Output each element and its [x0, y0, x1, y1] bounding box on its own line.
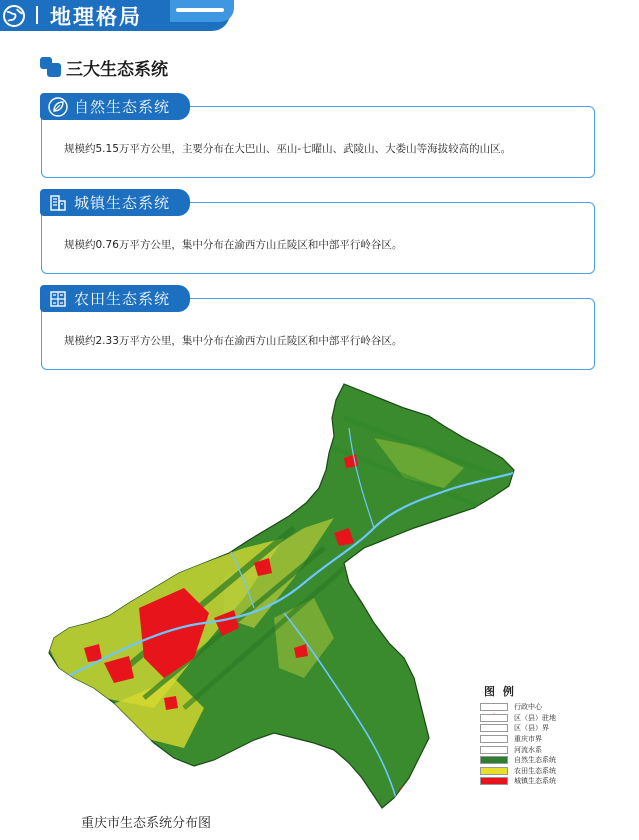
- header-stripe: [176, 8, 224, 12]
- legend-label: 重庆市界: [514, 735, 542, 744]
- legend-label: 农田生态系统: [514, 766, 556, 775]
- page-title: 地理格局: [50, 5, 142, 29]
- globe-icon: [2, 4, 26, 28]
- section-title: [40, 56, 168, 78]
- tab-farmland-label: 农田生态系统: [74, 290, 171, 308]
- card-farmland-text: 规模约2.33万平方公里，集中分布在渝西方山丘陵区和中部平行岭谷区。: [64, 335, 403, 347]
- map-legend: [480, 683, 570, 787]
- legend-label: 区（县）界: [514, 724, 549, 733]
- legend-item: [480, 713, 570, 724]
- tab-urban-label: 城镇生态系统: [74, 194, 171, 212]
- legend-item: [480, 766, 570, 777]
- legend-item: [480, 734, 570, 745]
- river-icon: [480, 746, 508, 754]
- legend-item: [480, 755, 570, 766]
- map-caption: 重庆市生态系统分布图: [81, 816, 212, 831]
- building-icon: [48, 193, 68, 213]
- legend-item: [480, 702, 570, 713]
- section-title-text: 三大生态系统: [66, 59, 168, 80]
- county-border-icon: [480, 724, 508, 732]
- card-urban-text: 规模约0.76万平方公里，集中分布在渝西方山丘陵区和中部平行岭谷区。: [64, 239, 403, 251]
- natural-swatch: [480, 756, 508, 764]
- header-separator: [36, 6, 38, 24]
- legend-label: 区（县）驻地: [514, 713, 556, 722]
- legend-label: 城镇生态系统: [514, 777, 556, 786]
- legend-item: [480, 723, 570, 734]
- legend-label: 行政中心: [514, 703, 542, 712]
- urban-swatch: [480, 777, 508, 785]
- city-border-icon: [480, 735, 508, 743]
- tab-natural: [40, 93, 190, 120]
- farmland-swatch: [480, 767, 508, 775]
- card-natural-text: 规模约5.15万平方公里，主要分布在大巴山、巫山-七曜山、武陵山、大娄山等海拔较高的山区。: [64, 143, 512, 155]
- star-icon: [480, 703, 508, 711]
- leaf-icon: [48, 97, 68, 117]
- legend-label: 自然生态系统: [514, 756, 556, 765]
- tab-natural-label: 自然生态系统: [74, 98, 171, 116]
- legend-label: 河流水系: [514, 745, 542, 754]
- seat-icon: [480, 714, 508, 722]
- tab-farmland: [40, 285, 190, 312]
- legend-title: 图 例: [484, 685, 516, 698]
- legend-item: [480, 776, 570, 787]
- tab-urban: [40, 189, 190, 216]
- section-mark-icon: [40, 57, 62, 77]
- legend-item: [480, 744, 570, 755]
- field-icon: [48, 289, 68, 309]
